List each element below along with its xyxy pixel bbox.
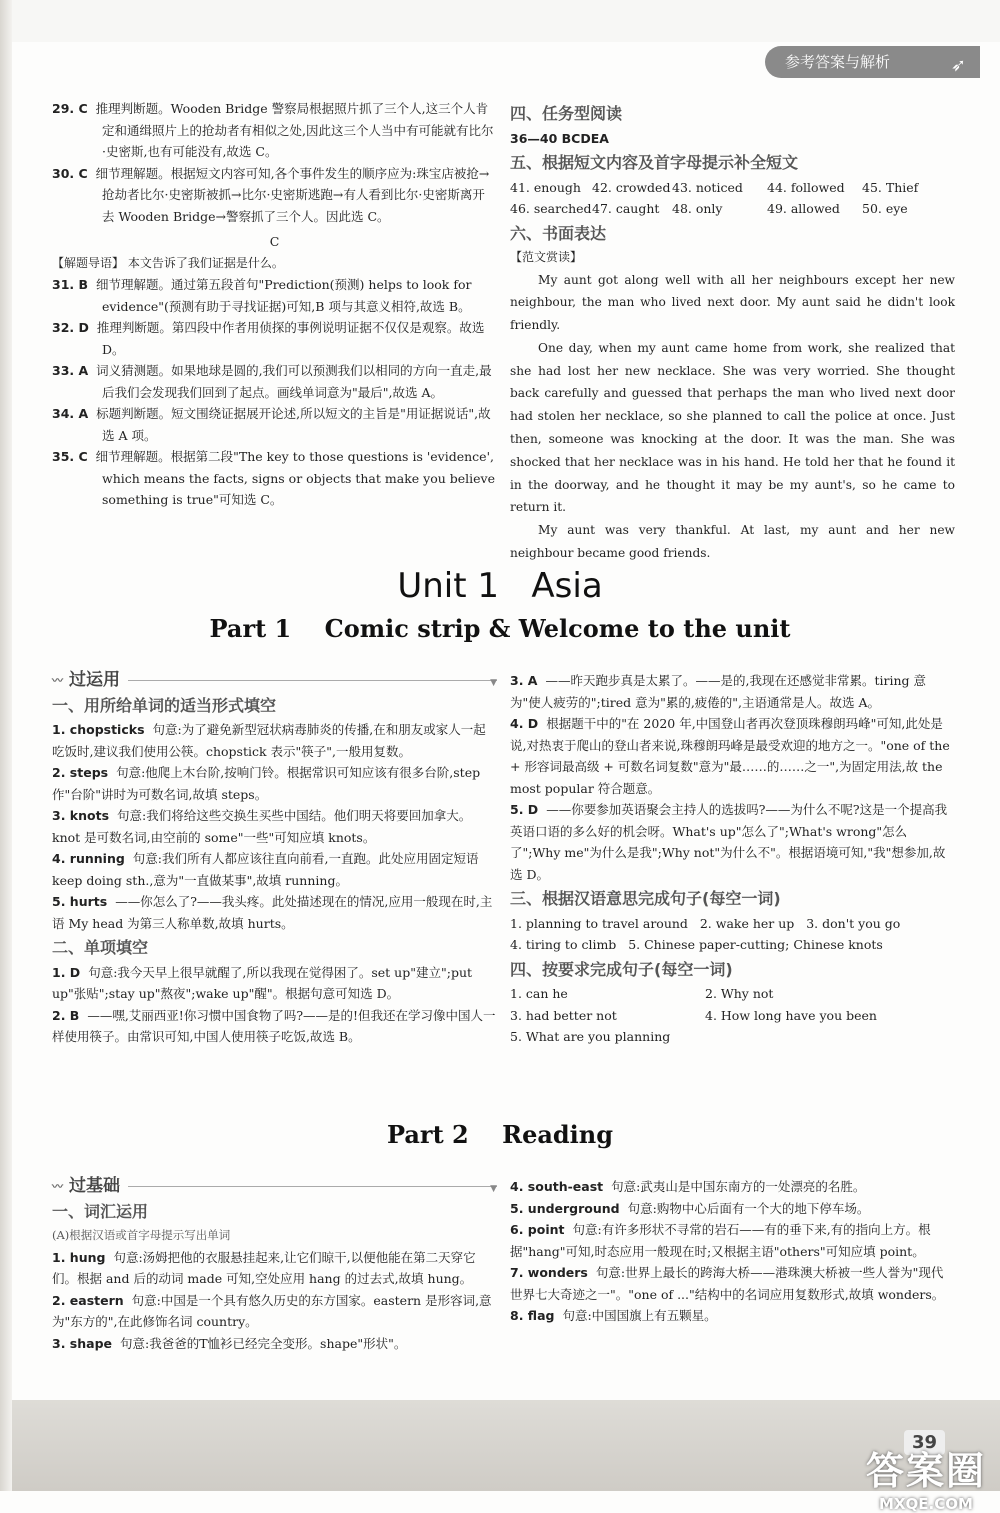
basics-header-label: 过基础 bbox=[69, 1176, 120, 1196]
answer-number: 5. D bbox=[510, 802, 539, 817]
answer-text: 句意:我爸爸的T恤衫已经完全变形。shape"形状"。 bbox=[120, 1335, 407, 1351]
section-title: 五、根据短文内容及首字母提示补全短文 bbox=[510, 153, 799, 172]
watermark-logo bbox=[866, 1440, 986, 1513]
answer-number: 6. point bbox=[510, 1222, 565, 1237]
section-title: 二、单项填空 bbox=[52, 938, 149, 957]
answer-text: ——嘿,艾丽西亚!你习惯中国食物了吗?——是的!但我还在学习像中国人一样使用筷子。由常识可知,中国人使用筷子吃饭,故选 B。 bbox=[52, 1007, 496, 1044]
answer-item bbox=[52, 1333, 497, 1355]
page-number: 39 bbox=[904, 1430, 945, 1455]
answer-text: 句意:世界上最长的跨海大桥——港珠澳大桥被一些人誉为"现代世界七大奇迹之一"。"one of ..."结构中的名词应用复数形式,故填 wonders。 bbox=[510, 1265, 945, 1302]
answer-text: 推理判断题。第四段中作者用侦探的事例说明证据不仅仅是观察。故选 D。 bbox=[96, 320, 485, 357]
answer-item bbox=[52, 762, 497, 805]
answer-text: 句意:武夷山是中国东南方的一处漂亮的名胜。 bbox=[611, 1179, 866, 1194]
answer-text: 细节理解题。通过第五段首句"Prediction(预测) helps to look for evidence"(预测有助于寻找证据)可知,B 项与其意义相符,故选 B。 bbox=[96, 277, 472, 314]
answer-text: 句意:有许多形状不寻常的岩石——有的垂下来,有的指向上方。根据"hang"可知,时态应用一般现在时;又根据主语"others"可知应填 point。 bbox=[510, 1222, 931, 1259]
answer-item bbox=[52, 848, 497, 891]
model-essay bbox=[510, 269, 955, 565]
answer-number: 35. C bbox=[52, 449, 88, 464]
rewrite-answer bbox=[705, 1026, 955, 1048]
divider bbox=[128, 1186, 497, 1187]
answer-number: 5. underground bbox=[510, 1200, 620, 1216]
answer-text: 细节理解题。根据第二段"The key to those questions is 'evidence', which means the facts, signs or objects that make you believe something is true"可知选 C。 bbox=[95, 449, 495, 507]
answer-item bbox=[52, 1290, 497, 1333]
answer-number: 33. A bbox=[52, 363, 89, 378]
rocket-icon: ➶ bbox=[950, 55, 966, 76]
right-top-column bbox=[510, 100, 955, 565]
answer-item bbox=[510, 1219, 955, 1262]
rewrite-answer: 5. What are you planning bbox=[510, 1029, 671, 1044]
rewrite-answer: 2. Why not bbox=[705, 986, 774, 1001]
answer-number: 3. A bbox=[510, 673, 538, 688]
fill-answer: 49. allowed bbox=[767, 201, 840, 216]
answer-item bbox=[510, 1305, 955, 1327]
answer-text: ——你怎么了?——我头疼。此处描述现在的情况,应用一般现在时,主语 My head 为第三人称单数,故填 hurts。 bbox=[52, 894, 493, 931]
answer-number: 7. wonders bbox=[510, 1265, 588, 1280]
book-spine bbox=[0, 0, 12, 1491]
answer-item bbox=[52, 163, 497, 228]
answer-item bbox=[510, 799, 955, 885]
answer-text: 推理判断题。Wooden Bridge 警察局根据照片抓了三个人,这三个人肯定和通缉照片上的抢劫者有相似之处,因此这三个人当中有可能就有比尔·史密斯,也有可能没有,故选 C。 bbox=[95, 101, 494, 159]
answer-number: 4. running bbox=[52, 851, 125, 866]
answer-item bbox=[52, 805, 497, 848]
guide-text: 【解题导语】 本文告诉了我们证据是什么。 bbox=[52, 255, 284, 270]
answer-number: 32. D bbox=[52, 320, 89, 335]
part1-title: Part 1 Comic strip & Welcome to the unit bbox=[209, 614, 791, 643]
answer-number: 30. C bbox=[52, 165, 88, 181]
fill-answer: 50. eye bbox=[862, 201, 908, 216]
answer-text: 句意:中国是一个具有悠久历史的东方国家。eastern 是形容词,意为"东方的",在此修饰名词 country。 bbox=[52, 1292, 492, 1329]
answer-number: 3. shape bbox=[52, 1335, 112, 1351]
answer-item bbox=[510, 713, 955, 799]
answer-item bbox=[52, 274, 497, 317]
answer-text: 句意:我今天早上很早就醒了,所以我现在觉得困了。set up"建立";put up"张贴";stay up"熬夜";wake up"醒"。根据句意可知选 D。 bbox=[52, 964, 473, 1001]
divider bbox=[128, 680, 497, 681]
fill-answer: 46. searched bbox=[510, 201, 592, 216]
answer-text: 词义猜测题。如果地球是圆的,我们可以预测我们以相同的方向一直走,最后我们会发现我们回到了起点。画线单词意为"最后",故选 A。 bbox=[96, 363, 492, 400]
section-title: 一、用所给单词的适当形式填空 bbox=[52, 695, 277, 715]
answer-number: 2. B bbox=[52, 1007, 80, 1023]
watermark-big: 答案圈 bbox=[865, 1449, 986, 1493]
sentence-answers: 4. tiring to climb 5. Chinese paper-cutting; Chinese knots bbox=[510, 937, 883, 952]
rewrite-answers-grid bbox=[510, 983, 955, 1048]
answer-item bbox=[510, 1176, 955, 1198]
fill-answer: 48. only bbox=[672, 201, 723, 216]
answer-number: 2. eastern bbox=[52, 1292, 124, 1308]
practice-header bbox=[52, 670, 497, 692]
answer-number: 34. A bbox=[52, 406, 89, 421]
basics-header bbox=[52, 1176, 497, 1198]
fill-answer: 43. noticed bbox=[672, 179, 743, 195]
answer-item bbox=[52, 403, 497, 446]
answer-item bbox=[52, 1005, 497, 1048]
answer-item bbox=[510, 1198, 955, 1220]
answer-item bbox=[52, 98, 497, 163]
answer-number: 4. south-east bbox=[510, 1179, 604, 1194]
answer-number: 3. knots bbox=[52, 808, 110, 823]
answer-text: ——你要参加英语聚会主持人的选拔吗?——为什么不呢?这是一个提高我英语口语的多么好的机会呀。What's up"怎么了";What's wrong"怎么了";Why me"为什么是我";Why not"为什么不"。根据语境可知,"我"想参加,故选 D。 bbox=[510, 802, 948, 882]
answer-text: 句意:中国国旗上有五颗星。 bbox=[562, 1308, 717, 1323]
answer-number: 2. steps bbox=[52, 765, 109, 780]
essay-paragraph: One day, when my aunt came home from work, she realized that she had lost her new necklace. She was very worried. She thought back carefully and guessed that perhaps the man who lived next door had stolen her necklace, so she planned to call the police at once. Just then, someone was knocking at the door. It was the man. She was shocked that her necklace was in his hand. He told her that he found it in the doorway, and he thought it may be my aunt's, so he came to return it. bbox=[510, 340, 955, 515]
answer-number: 8. flag bbox=[510, 1308, 555, 1323]
sentence-answers: 1. planning to travel around 2. wake her up 3. don't you go bbox=[510, 915, 901, 931]
top-bar bbox=[12, 0, 1000, 42]
essay-label: 【范文赏读】 bbox=[510, 250, 583, 264]
section-title: 六、书面表达 bbox=[510, 223, 607, 243]
answer-item bbox=[52, 1247, 497, 1290]
essay-paragraph: My aunt got along well with all her neighbours except her new neighbour, the man who lived next door. My aunt said he didn't look friendly. bbox=[510, 272, 955, 333]
answer-item bbox=[52, 360, 497, 403]
wave-icon: 〰 bbox=[52, 1180, 63, 1193]
fill-answer: 44. followed bbox=[767, 179, 845, 195]
answer-number: 5. hurts bbox=[52, 894, 108, 909]
answer-item bbox=[52, 962, 497, 1005]
answer-text: 标题判断题。短文围绕证据展开论述,所以短文的主旨是"用证据说话",故选 A 项。 bbox=[96, 406, 491, 443]
header-tab bbox=[765, 46, 980, 78]
answer-text: 句意:我们将给这些交换生买些中国结。他们明天将要回加拿大。knot 是可数名词,由空前的 some"一些"可知应填 knots。 bbox=[52, 808, 472, 845]
part2-title: Part 2 Reading bbox=[386, 1120, 614, 1149]
answer-item bbox=[510, 670, 955, 713]
fill-answers-grid bbox=[510, 177, 955, 220]
answer-text: 根据题干中的"在 2020 年,中国登山者再次登顶珠穆朗玛峰"可知,此处是说,对热衷于爬山的登山者来说,珠穆朗玛峰是最受欢迎的地方之一。"one of the + 形容词最高级 + 可数名词复数"意为"最……的……之一",为固定用法,故 the most popular 符合题意。 bbox=[510, 716, 950, 796]
left-top-column bbox=[52, 98, 497, 511]
header-tab-label: 参考答案与解析 bbox=[785, 53, 891, 71]
answer-item bbox=[52, 446, 497, 511]
answer-number: 1. hung bbox=[52, 1249, 106, 1265]
fill-answer: 41. enough bbox=[510, 179, 581, 195]
part2-right-column bbox=[510, 1176, 955, 1327]
answer-number: 1. D bbox=[52, 964, 81, 980]
answer-item bbox=[52, 719, 497, 762]
wave-icon: 〰 bbox=[52, 674, 63, 687]
answer-item bbox=[52, 891, 497, 934]
section-title: 四、按要求完成句子(每空一词) bbox=[510, 959, 733, 979]
fill-answer: 45. Thief bbox=[862, 179, 919, 195]
answer-number: 4. D bbox=[510, 716, 539, 731]
part1-right-column bbox=[510, 670, 955, 1048]
task-answers: 36—40 BCDEA bbox=[510, 130, 609, 146]
fill-answer: 42. crowded bbox=[592, 179, 671, 195]
rewrite-answer: 1. can he bbox=[510, 986, 568, 1001]
section-title: 三、根据汉语意思完成句子(每空一词) bbox=[510, 889, 781, 908]
answer-number: 1. chopsticks bbox=[52, 722, 145, 737]
answer-number: 29. C bbox=[52, 101, 88, 116]
practice-header-label: 过运用 bbox=[69, 670, 120, 690]
answer-text: 句意:汤姆把他的衣服悬挂起来,让它们晾干,以便他能在第二天穿它们。根据 and 后的动词 made 可知,空处应用 hang 的过去式,故填 hung。 bbox=[52, 1249, 476, 1286]
part1-left-column bbox=[52, 670, 497, 1048]
section-title: 一、词汇运用 bbox=[52, 1201, 149, 1221]
essay-paragraph: My aunt was very thankful. At last, my aunt and her new neighbour became good friends. bbox=[510, 523, 955, 561]
answer-item bbox=[510, 1262, 955, 1305]
answer-text: 细节理解题。根据短文内容可知,各个事件发生的顺序应为:珠宝店被抢→抢劫者比尔·史密斯被抓→比尔·史密斯逃跑→有人看到比尔·史密斯离开去 Wooden Bridge→警察抓了三个人。因此选 C。 bbox=[95, 165, 490, 224]
passage-label: C bbox=[269, 234, 280, 249]
unit-title: Unit 1 Asia bbox=[397, 566, 603, 606]
watermark-small: MXQE.COM bbox=[879, 1495, 973, 1513]
answer-number: 31. B bbox=[52, 277, 89, 292]
bottom-band bbox=[12, 1400, 1000, 1491]
answer-text: 句意:我们所有人都应该往直向前看,一直跑。此处应用固定短语 keep doing sth.,意为"一直做某事",故填 running。 bbox=[52, 851, 479, 888]
answer-text: 句意:购物中心后面有一个大的地下停车场。 bbox=[627, 1200, 870, 1216]
rewrite-answer: 4. How long have you been bbox=[705, 1007, 877, 1023]
answer-text: 句意:为了避免新型冠状病毒肺炎的传播,在和朋友或家人一起吃饭时,建议我们使用公筷。chopstick 表示"筷子",一般用复数。 bbox=[52, 722, 486, 759]
subsection-title: (A)根据汉语或首字母提示写出单词 bbox=[52, 1228, 231, 1242]
rewrite-answer: 3. had better not bbox=[510, 1007, 617, 1023]
section-title: 四、任务型阅读 bbox=[510, 104, 623, 123]
answer-text: 句意:他爬上木台阶,按响门铃。根据常识可知应该有很多台阶,step 作"台阶"讲时为可数名词,故填 steps。 bbox=[52, 765, 481, 802]
answer-item bbox=[52, 317, 497, 360]
part2-left-column bbox=[52, 1176, 497, 1354]
fill-answer: 47. caught bbox=[592, 201, 660, 216]
answer-text: ——昨天跑步真是太累了。——是的,我现在还感觉非常累。tiring 意为"使人疲劳的";tired 意为"累的,疲倦的",主语通常是人。故选 A。 bbox=[510, 673, 926, 710]
